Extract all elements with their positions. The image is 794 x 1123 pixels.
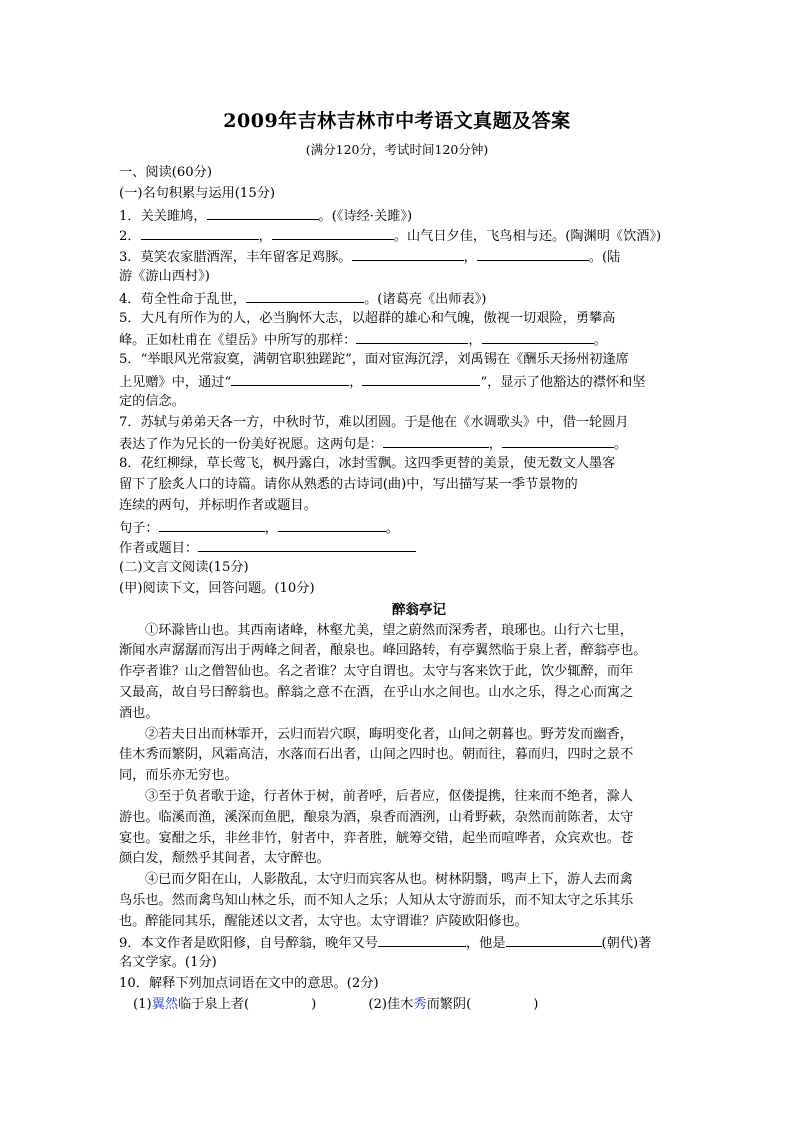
essay-line: ①环滁皆山也。其西南诸峰，林壑尤美，望之蔚然而深秀者，琅琊也。山行六七里， <box>145 622 633 638</box>
answer-blank[interactable] <box>207 205 319 220</box>
question-text: ，他是 <box>465 936 506 952</box>
question-text: 。(《诗经·关雎》) <box>318 208 413 224</box>
answer-blank[interactable] <box>477 246 589 261</box>
answer-blank[interactable] <box>278 517 386 532</box>
question-1 <box>119 205 679 226</box>
answer-blank[interactable] <box>502 433 614 448</box>
question-text: 峰。正如杜甫在《望岳》中所写的那样： <box>119 333 357 349</box>
question-9-cont: 名文学家。(1分) <box>119 955 217 971</box>
question-3 <box>119 246 679 267</box>
question-text: 表达了作为兄长的一份美好祝愿。这两句是： <box>119 437 383 453</box>
question-8-author <box>119 537 679 558</box>
answer-blank[interactable] <box>141 225 259 240</box>
question-text: ) <box>311 996 317 1012</box>
answer-blank[interactable] <box>362 371 480 386</box>
essay-line: 颜白发，颓然乎其间者，太守醉也。 <box>119 851 330 867</box>
section-heading: 一、阅读(60分) <box>119 165 213 180</box>
part-heading: (一)名句积累与运用(15分) <box>119 185 276 201</box>
question-text: 。 <box>385 520 399 536</box>
essay-line: 宴也。宴酣之乐，非丝非竹，射者中，弈者胜，觥筹交错，起坐而喧哗者，众宾欢也。苍 <box>119 830 634 846</box>
question-text: ， <box>463 250 477 266</box>
question-text: ， <box>258 229 272 245</box>
question-6: 5．“举眼风光常寂寞，满朝官职独蹉跎”，面对宦海沉浮，刘禹锡在《酬乐天扬州初逢席 <box>119 352 629 368</box>
answer-blank[interactable] <box>356 329 468 344</box>
question-text: ， <box>468 333 482 349</box>
question-9 <box>119 932 679 953</box>
essay-title: 醉翁亭记 <box>392 601 446 618</box>
question-text: 1．关关雎鸠， <box>119 208 207 224</box>
question-8-sentence <box>119 517 679 538</box>
question-text: 上见赠》中，通过“ <box>119 374 232 390</box>
question-text: 。 <box>613 437 628 453</box>
essay-line: 作亭者谁？山之僧智仙也。名之者谁？太守自谓也。太守与客来饮于此，饮少辄醉，而年 <box>119 664 634 680</box>
essay-line: 同，而乐亦无穷也。 <box>119 768 238 784</box>
answer-blank[interactable] <box>482 329 594 344</box>
question-2 <box>119 225 679 246</box>
question-text: 而繁阴( <box>426 996 472 1012</box>
question-5: 5．大凡有所作为的人，必当胸怀大志，以超群的雄心和气魄，傲视一切艰险，勇攀高 <box>119 310 616 326</box>
question-4 <box>119 288 679 309</box>
essay-line: 佳木秀而繁阴，风霜高洁，水落而石出者，山间之四时也。朝而往，暮而归，四时之景不 <box>119 747 634 763</box>
essay-line: 渐闻水声潺潺而泻出于两峰之间者，酿泉也。峰回路转，有亭翼然临于泉上者，醉翁亭也。 <box>119 643 647 659</box>
answer-blank[interactable] <box>231 371 349 386</box>
question-text: 作者或题目： <box>119 541 199 557</box>
essay-line: 又最高，故自号曰醉翁也。醉翁之意不在酒，在乎山水之间也。山水之乐，得之心而寓之 <box>119 684 634 700</box>
question-text: (朝代)著 <box>601 936 652 952</box>
question-6-cont: 定的信念。 <box>119 393 185 409</box>
exam-info: (满分120分，考试时间120分钟) <box>305 142 489 157</box>
question-10-items <box>119 995 679 1016</box>
answer-blank[interactable] <box>352 246 464 261</box>
answer-blank[interactable] <box>506 932 602 947</box>
question-7: 7．苏轼与弟弟天各一方，中秋时节，难以团圆。于是他在《水调歌头》中，借一轮圆月 <box>119 414 629 430</box>
essay-line: 游也。临溪而渔，溪深而鱼肥，酿泉为酒，泉香而酒洌，山肴野蔌，杂然而前陈者，太守 <box>119 809 634 825</box>
question-text: 2． <box>119 229 141 245</box>
essay-line: ④已而夕阳在山，人影散乱，太守归而宾客从也。树林阴翳，鸣声上下，游人去而禽 <box>145 872 633 888</box>
question-3-cont: 游《游山西村》) <box>119 268 210 284</box>
essay-line: 也。醉能同其乐，醒能述以文者，太守也。太守谓谁？庐陵欧阳修也。 <box>119 913 528 929</box>
question-7-cont <box>119 433 679 454</box>
item-number: (2)佳木 <box>368 996 414 1012</box>
question-text: 3．莫笑农家腊酒浑，丰年留客足鸡豚。 <box>119 250 352 266</box>
question-8-cont: 留下了脍炙人口的诗篇。请你从熟悉的古诗词(曲)中，写出描写某一季节景物的 <box>119 476 578 492</box>
question-5-cont <box>119 329 679 350</box>
part-heading: (二)文言文阅读(15分) <box>119 560 249 576</box>
question-text: 。(陆 <box>588 250 621 266</box>
essay-line: ③至于负者歌于途，行者休于树，前者呼，后者应，伛偻提携，往来而不绝者，滁人 <box>145 788 633 804</box>
question-6-cont <box>119 371 679 392</box>
question-text: ， <box>349 374 363 390</box>
essay-line: 酒也。 <box>119 705 159 721</box>
answer-blank[interactable] <box>246 288 364 303</box>
essay-line: 鸟乐也。然而禽鸟知山林之乐，而不知人之乐；人知从太守游而乐，而不知太守之乐其乐 <box>119 892 634 908</box>
answer-blank[interactable] <box>383 433 489 448</box>
question-text: ) <box>533 996 539 1012</box>
question-text: 。山气日夕佳，飞鸟相与还。(陶渊明《饮酒》) <box>393 229 662 245</box>
question-text: ”，显示了他豁达的襟怀和坚 <box>480 374 646 390</box>
answer-blank[interactable] <box>378 932 466 947</box>
question-text: 。(诸葛亮《出师表》) <box>364 291 487 307</box>
question-8: 8．花红柳绿，草长莺飞，枫丹露白，冰封雪飘。这四季更替的美景，使无数文人墨客 <box>119 456 616 472</box>
item-number: (1) <box>133 996 152 1012</box>
answer-blank[interactable] <box>159 517 265 532</box>
question-text: ， <box>264 520 278 536</box>
document-title: 2009年吉林吉林市中考语文真题及答案 <box>223 110 571 132</box>
question-text: 9．本文作者是欧阳修，自号醉翁，晚年又号 <box>119 936 378 952</box>
question-10: 10．解释下列加点词语在文中的意思。(2分) <box>119 976 379 992</box>
part-heading: (甲)阅读下文，回答问题。(10分) <box>119 580 315 596</box>
question-text: 临于泉上者( <box>178 996 250 1012</box>
answer-blank[interactable] <box>198 537 416 552</box>
question-text: ， <box>488 437 502 453</box>
dotted-word: 翼然 <box>151 996 179 1012</box>
question-8-cont: 连续的两句，并标明作者或题目。 <box>119 497 317 513</box>
question-text: 句子： <box>119 520 159 536</box>
answer-blank[interactable] <box>272 225 394 240</box>
document-body <box>119 163 679 1016</box>
question-text: 。 <box>593 333 607 349</box>
question-text: 4．苟全性命于乱世， <box>119 291 247 307</box>
dotted-word: 秀 <box>413 996 427 1012</box>
essay-line: ②若夫日出而林霏开，云归而岩穴暝，晦明变化者，山间之朝暮也。野芳发而幽香， <box>145 726 633 742</box>
